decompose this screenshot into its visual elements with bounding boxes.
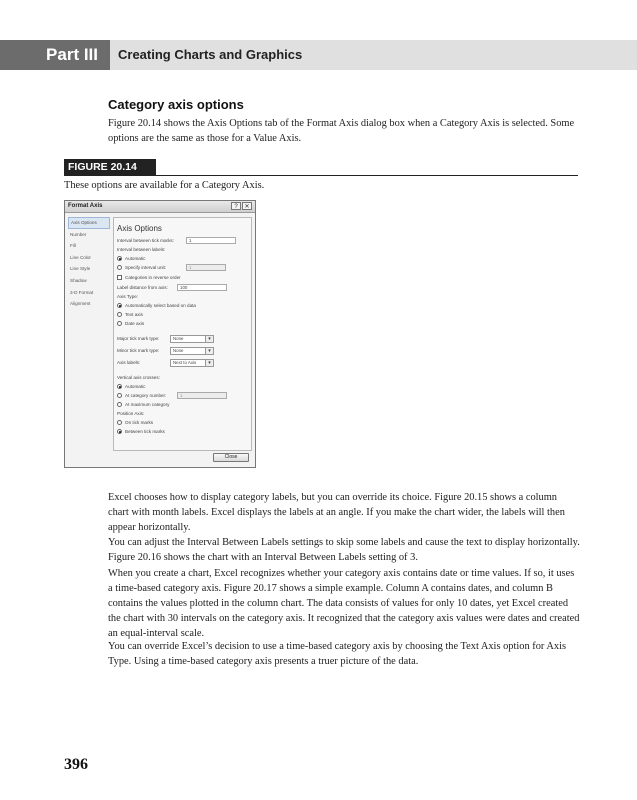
radio-icon	[117, 393, 122, 398]
axis-type-text-option[interactable]	[117, 311, 143, 319]
radio-icon	[117, 420, 122, 425]
radio-icon	[117, 265, 122, 270]
option-label: Automatic	[125, 384, 146, 389]
radio-icon	[117, 321, 122, 326]
vc-category-input[interactable]: 1	[177, 392, 227, 399]
specify-interval-input[interactable]: 1	[186, 264, 226, 271]
nav-shadow[interactable]: Shadow	[70, 277, 87, 283]
close-icon[interactable]: ✕	[242, 202, 252, 210]
option-label: At maximum category	[125, 402, 170, 407]
major-tick-label: Major tick mark type:	[117, 336, 160, 341]
axis-options-panel	[113, 217, 252, 451]
axis-type-auto-option[interactable]	[117, 302, 196, 310]
intro-paragraph: Figure 20.14 shows the Axis Options tab of the Format Axis dialog box when a Category Axis is selected. Some options are the same as those for a Value Axis.	[108, 118, 575, 144]
figure-label: FIGURE 20.14	[64, 159, 156, 176]
dialog-title: Format Axis	[68, 203, 103, 209]
radio-on-icon	[117, 384, 122, 389]
help-button[interactable]: ?	[231, 202, 241, 210]
chevron-down-icon: ▾	[205, 348, 213, 354]
body-paragraph-3: When you create a chart, Excel recognizes whether your category axis contains date or time values. If so, it uses a time-based category axis. Figure 20.17 shows a simple example. Column A contains dates, and column B contains the values plotted in the column chart. The data consists of values for only 10 dates, yet Excel created the chart with 30 intervals on the category axis. It recognized that the category axis values were dates and created an equal-interval scale.	[108, 568, 580, 639]
vc-max-option[interactable]	[117, 401, 169, 409]
chapter-title: Creating Charts and Graphics	[110, 40, 637, 70]
body-paragraph-2: You can adjust the Interval Between Labels settings to skip some labels and cause the text to display horizontally. Figure 20.16 shows the chart with an Interval Between Labels setting of 3.	[108, 537, 580, 563]
major-tick-select[interactable]	[170, 335, 214, 343]
option-label: At category number:	[125, 393, 167, 398]
vc-automatic-option[interactable]	[117, 383, 145, 391]
reverse-order-checkbox[interactable]	[117, 274, 181, 282]
nav-line-style[interactable]: Line Style	[70, 266, 91, 272]
nav-alignment[interactable]: Alignment	[70, 301, 91, 307]
section-heading: Category axis options	[108, 97, 244, 112]
body-paragraph-4: You can override Excel’s decision to use a time-based category axis by choosing the Text Axis option for Axis Type. Using a time-based category axis presents a truer picture of the data.	[108, 641, 567, 667]
vertical-crosses-label: Vertical axis crosses:	[117, 375, 160, 380]
radio-on-icon	[117, 303, 122, 308]
panel-heading: Axis Options	[117, 224, 162, 233]
option-label: Automatic	[125, 256, 146, 261]
option-label: Between tick marks	[125, 429, 165, 434]
label-distance-input[interactable]: 100	[177, 284, 227, 291]
labels-automatic-option[interactable]	[117, 255, 145, 263]
axis-labels-select[interactable]	[170, 359, 214, 367]
select-value: None	[173, 348, 184, 353]
close-button[interactable]: Close	[213, 453, 249, 462]
nav-axis-options[interactable]: Axis Options	[68, 217, 110, 229]
minor-tick-select[interactable]	[170, 347, 214, 355]
option-label: Automatically select based on data	[125, 303, 196, 308]
labels-specify-option[interactable]	[117, 264, 166, 272]
interval-tick-input[interactable]: 1	[186, 237, 236, 244]
radio-icon	[117, 312, 122, 317]
axis-type-date-option[interactable]	[117, 320, 144, 328]
running-header	[0, 40, 637, 70]
figure-caption: These options are available for a Category Axis.	[64, 180, 265, 191]
figure-rule	[64, 175, 578, 176]
nav-number[interactable]: Number	[70, 231, 87, 237]
position-on-option[interactable]	[117, 419, 153, 427]
position-axis-label: Position Axis:	[117, 411, 145, 416]
select-value: Next to Axis	[173, 360, 197, 365]
nav-fill[interactable]: Fill	[70, 243, 76, 249]
minor-tick-label: Minor tick mark type:	[117, 348, 160, 353]
nav-3d-format[interactable]: 3-D Format	[70, 289, 94, 295]
label-distance-label: Label distance from axis:	[117, 285, 168, 290]
axis-labels-label: Axis labels:	[117, 360, 141, 365]
checkbox-icon	[117, 275, 122, 280]
option-label: Specify interval unit:	[125, 265, 167, 270]
nav-line-color[interactable]: Line Color	[70, 254, 91, 260]
radio-icon	[117, 402, 122, 407]
radio-on-icon	[117, 256, 122, 261]
axis-type-label: Axis Type:	[117, 294, 139, 299]
option-label: On tick marks	[125, 420, 154, 425]
dialog-nav	[68, 217, 110, 310]
position-between-option[interactable]	[117, 428, 165, 436]
interval-tick-label: Interval between tick marks:	[117, 238, 174, 243]
page-number: 396	[64, 756, 88, 773]
chevron-down-icon: ▾	[205, 336, 213, 342]
dialog-titlebar	[65, 201, 255, 213]
select-value: None	[173, 336, 184, 341]
radio-on-icon	[117, 429, 122, 434]
option-label: Text axis	[125, 312, 143, 317]
chevron-down-icon: ▾	[205, 360, 213, 366]
part-tab: Part III	[0, 40, 110, 70]
option-label: Date axis	[125, 321, 145, 326]
vc-category-option[interactable]	[117, 392, 166, 400]
body-paragraph-1: Excel chooses how to display category labels, but you can override its choice. Figure 20.15 shows a column chart with month labels. Excel displays the labels at an angle. If you make the chart wider, the labels will then appear horizontally.	[108, 492, 565, 533]
option-label: Categories in reverse order	[125, 275, 181, 280]
interval-labels-label: Interval between labels:	[117, 247, 166, 252]
format-axis-dialog	[64, 200, 256, 468]
